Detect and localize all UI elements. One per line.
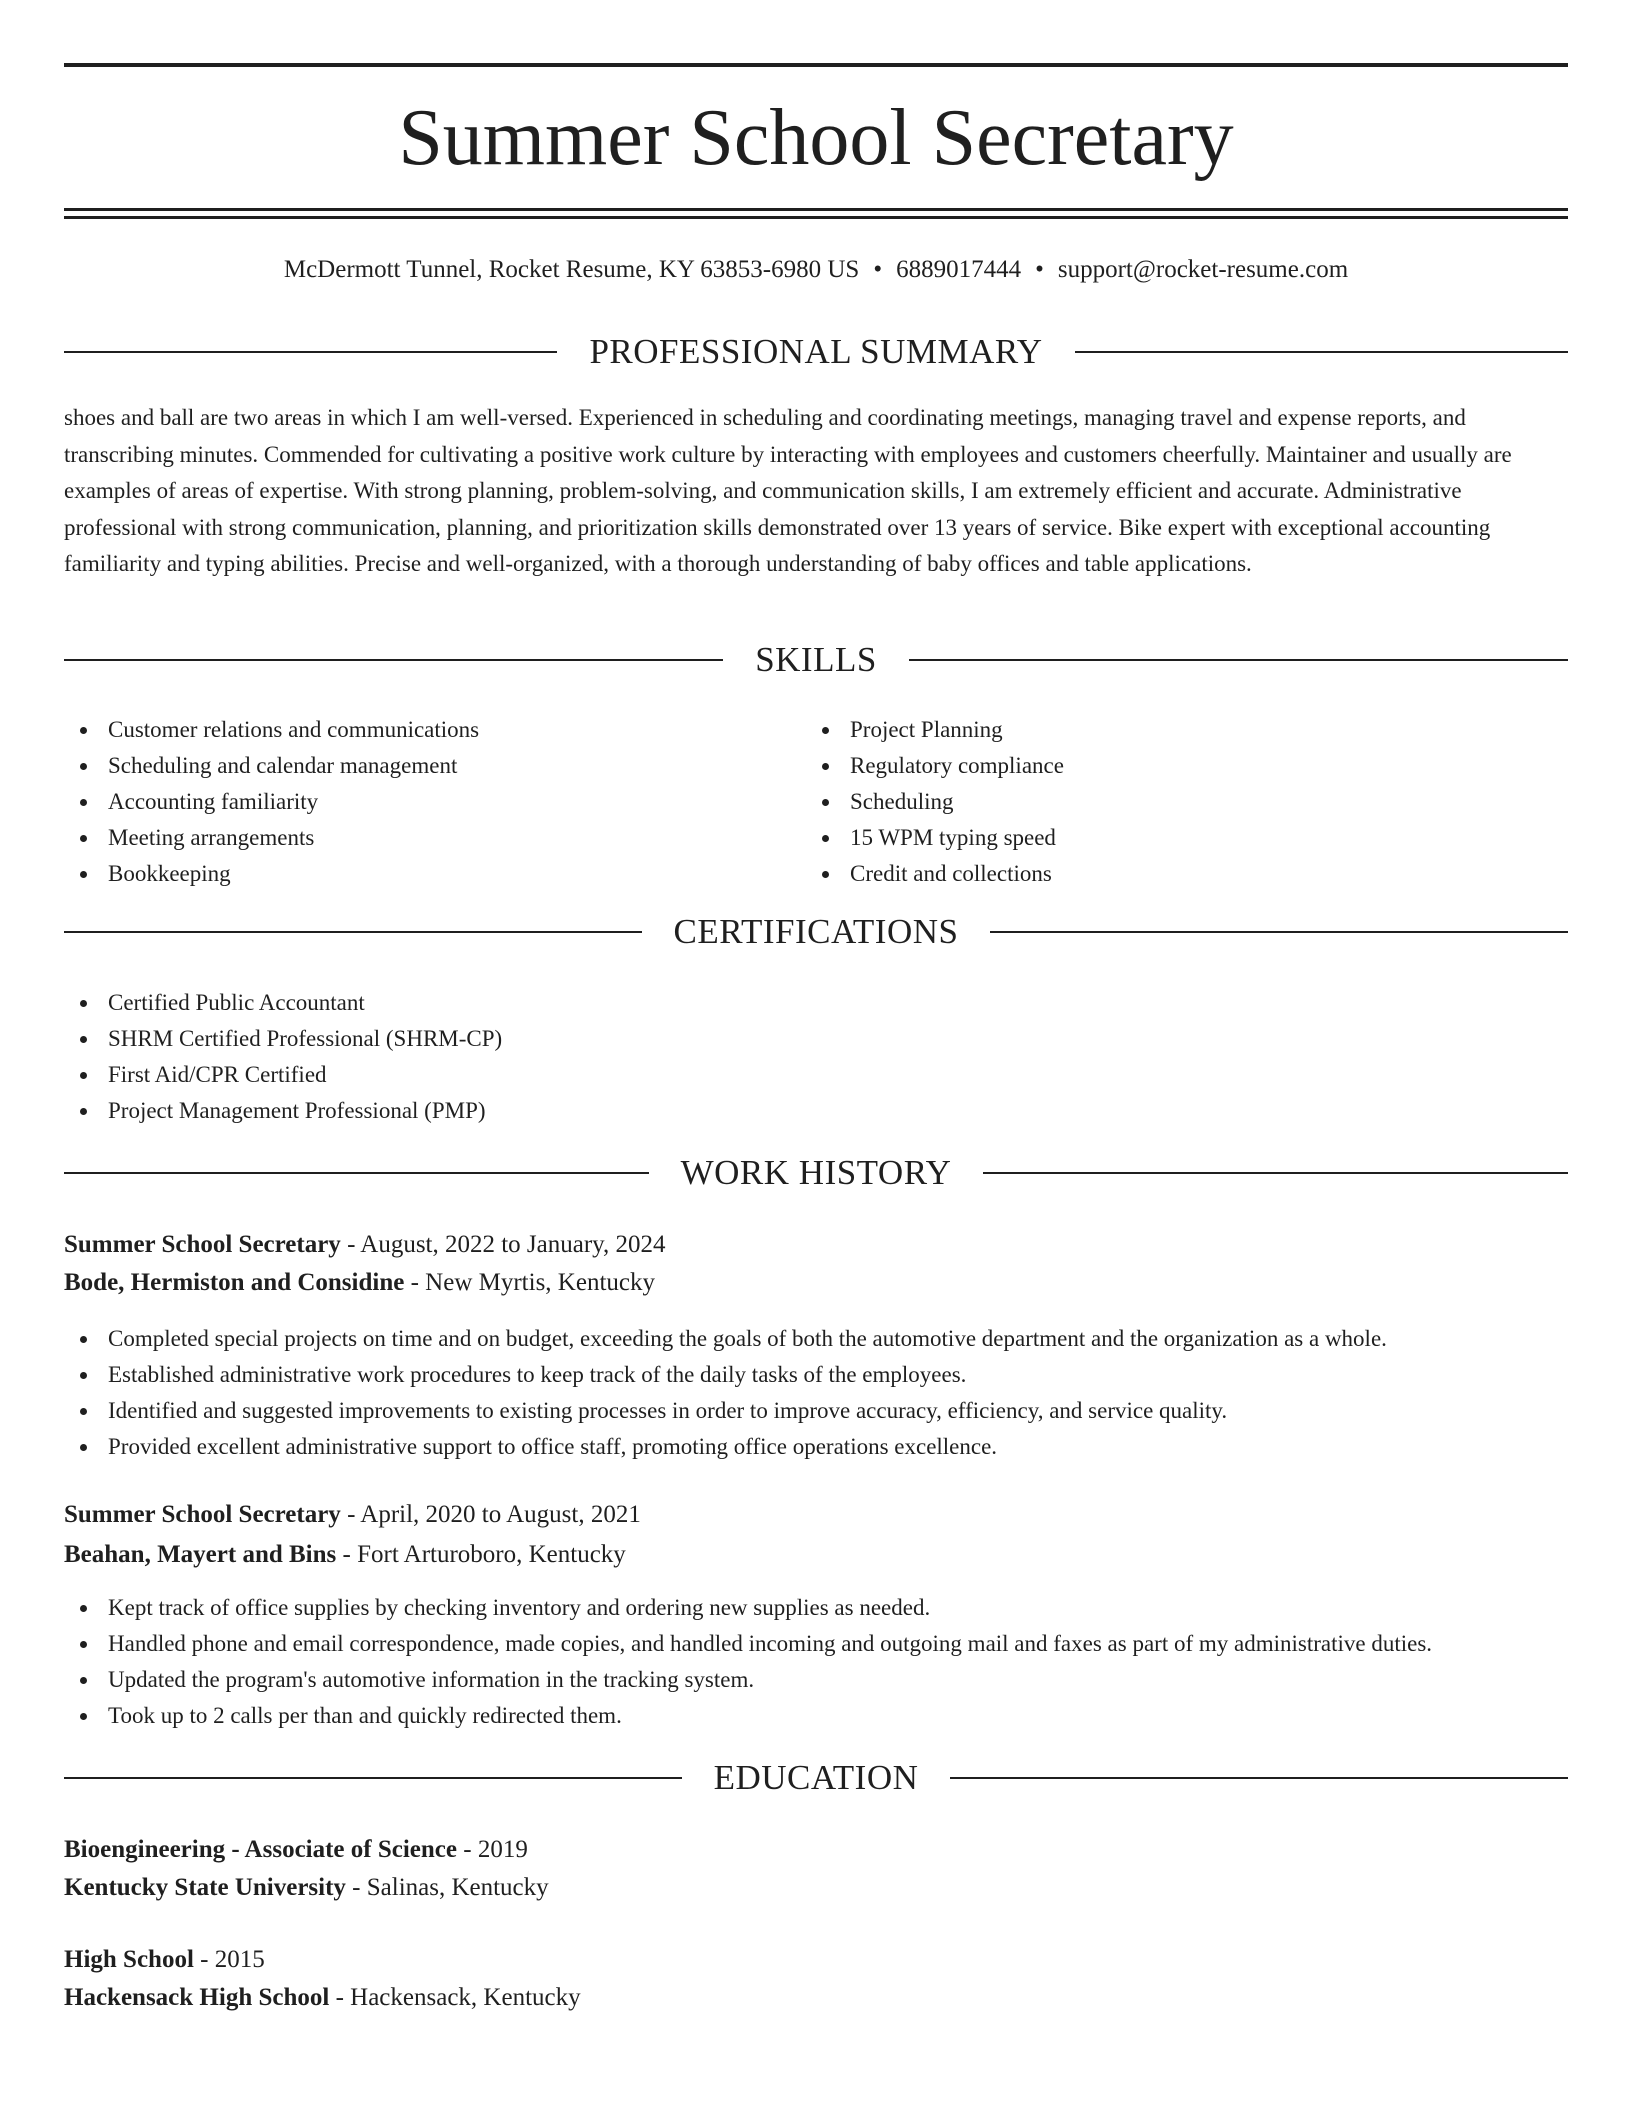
job-location: - New Myrtis, Kentucky (404, 1269, 655, 1296)
top-rule (64, 63, 1568, 67)
section-title: EDUCATION (713, 1758, 919, 1797)
job-title: Summer School Secretary (64, 1231, 341, 1258)
education-location: - Salinas, Kentucky (345, 1874, 549, 1901)
contact-phone: 6889017444 (896, 256, 1022, 283)
skill-item: Customer relations and communications (64, 712, 804, 748)
skill-item: Scheduling (806, 784, 1546, 820)
job-bullet: Completed special projects on time and on budget, exceeding the goals of both the automotive department and the organization as a whole. (64, 1321, 1568, 1357)
job-bullet: Provided excellent administrative support to office staff, promoting office operations excellence. (64, 1429, 1568, 1465)
skill-item: Meeting arrangements (64, 820, 804, 856)
certifications-list (64, 985, 1568, 1129)
certifications-heading (64, 912, 1568, 952)
education-school: Kentucky State University (64, 1874, 346, 1901)
education-school-line (64, 1980, 581, 2016)
heading-rule (64, 351, 557, 353)
section-title: PROFESSIONAL SUMMARY (589, 332, 1043, 371)
education-year: - 2019 (457, 1836, 528, 1863)
resume-name: Summer School Secretary (398, 94, 1234, 182)
job-dates: - April, 2020 to August, 2021 (340, 1501, 641, 1528)
job-company: Bode, Hermiston and Considine (64, 1269, 405, 1296)
job-bullet: Kept track of office supplies by checking inventory and ordering new supplies as needed. (64, 1590, 1568, 1626)
job-bullet: Updated the program's automotive information in the tracking system. (64, 1662, 1568, 1698)
education-year: - 2015 (193, 1946, 265, 1973)
education-degree-line (64, 1942, 265, 1978)
education-degree: High School (64, 1946, 194, 1973)
contact-separator: • (1035, 256, 1044, 283)
skill-item: 15 WPM typing speed (806, 820, 1546, 856)
contact-separator: • (873, 256, 883, 283)
certification-item: Certified Public Accountant (64, 985, 1568, 1021)
education-location: - Hackensack, Kentucky (329, 1984, 581, 2011)
job-company: Beahan, Mayert and Bins (64, 1541, 337, 1568)
job-company-line (64, 1537, 626, 1573)
skill-item: Credit and collections (806, 856, 1546, 892)
summary-heading (64, 332, 1568, 372)
job-location: - Fort Arturoboro, Kentucky (336, 1541, 626, 1568)
summary-text: shoes and ball are two areas in which I am well-versed. Experienced in scheduling and coordinating meetings, managing travel and expense reports, and transcribing minutes. Commended for cultivating a positive work culture by interacting with employees and customers cheerfully. Maintainer and usually are examples of areas of expertise. With strong planning, problem-solving, and communication skills, I am extremely efficient and accurate. Administrative professional with strong communication, planning, and prioritization skills demonstrated over 13 years of service. Bike expert with exceptional accounting familiarity and typing abilities. Precise and well-organized, with a thorough understanding of baby offices and table applications. (64, 405, 1512, 576)
education-degree-line (64, 1832, 528, 1868)
heading-rule (983, 1172, 1568, 1174)
certification-item: SHRM Certified Professional (SHRM-CP) (64, 1021, 1568, 1057)
education-school: Hackensack High School (64, 1984, 330, 2011)
section-title: WORK HISTORY (680, 1153, 952, 1192)
job-bullets (64, 1590, 1568, 1734)
job-title: Summer School Secretary (64, 1501, 341, 1528)
contact-address: McDermott Tunnel, Rocket Resume, KY 63853-6980 US (283, 256, 860, 283)
certification-item: Project Management Professional (PMP) (64, 1093, 1568, 1129)
work-heading (64, 1153, 1568, 1193)
heading-rule (64, 1777, 682, 1779)
section-title: CERTIFICATIONS (673, 912, 959, 951)
job-bullet: Identified and suggested improvements to existing processes in order to improve accuracy, efficiency, and service quality. (64, 1393, 1568, 1429)
certification-item: First Aid/CPR Certified (64, 1057, 1568, 1093)
education-heading (64, 1758, 1568, 1798)
heading-rule (1075, 351, 1568, 353)
header-rule-upper (64, 208, 1568, 211)
skill-item: Project Planning (806, 712, 1546, 748)
skills-list-right (806, 712, 1546, 892)
heading-rule (64, 1172, 649, 1174)
heading-rule (950, 1777, 1568, 1779)
job-company-line (64, 1265, 655, 1301)
skill-item: Regulatory compliance (806, 748, 1546, 784)
job-title-line (64, 1497, 641, 1533)
skills-column-left (64, 712, 804, 892)
job-bullet: Established administrative work procedures to keep track of the daily tasks of the employees. (64, 1357, 1568, 1393)
heading-rule (990, 931, 1568, 933)
job-dates: - August, 2022 to January, 2024 (340, 1231, 666, 1258)
skill-item: Bookkeeping (64, 856, 804, 892)
skills-list-left (64, 712, 804, 892)
job-bullets (64, 1321, 1568, 1465)
job-bullet: Handled phone and email correspondence, made copies, and handled incoming and outgoing mail and faxes as part of my administrative duties. (64, 1626, 1568, 1662)
skills-column-right (806, 712, 1546, 892)
job-bullet: Took up to 2 calls per than and quickly redirected them. (64, 1698, 1568, 1734)
header-rule-lower (64, 216, 1568, 219)
section-title: SKILLS (755, 640, 877, 679)
education-degree: Bioengineering - Associate of Science (64, 1836, 457, 1863)
skill-item: Accounting familiarity (64, 784, 804, 820)
contact-line (64, 252, 1568, 288)
heading-rule (64, 659, 723, 661)
heading-rule (64, 931, 642, 933)
contact-email: support@rocket-resume.com (1057, 256, 1349, 283)
education-school-line (64, 1870, 549, 1906)
job-title-line (64, 1227, 666, 1263)
skills-heading (64, 640, 1568, 680)
skill-item: Scheduling and calendar management (64, 748, 804, 784)
heading-rule (909, 659, 1568, 661)
